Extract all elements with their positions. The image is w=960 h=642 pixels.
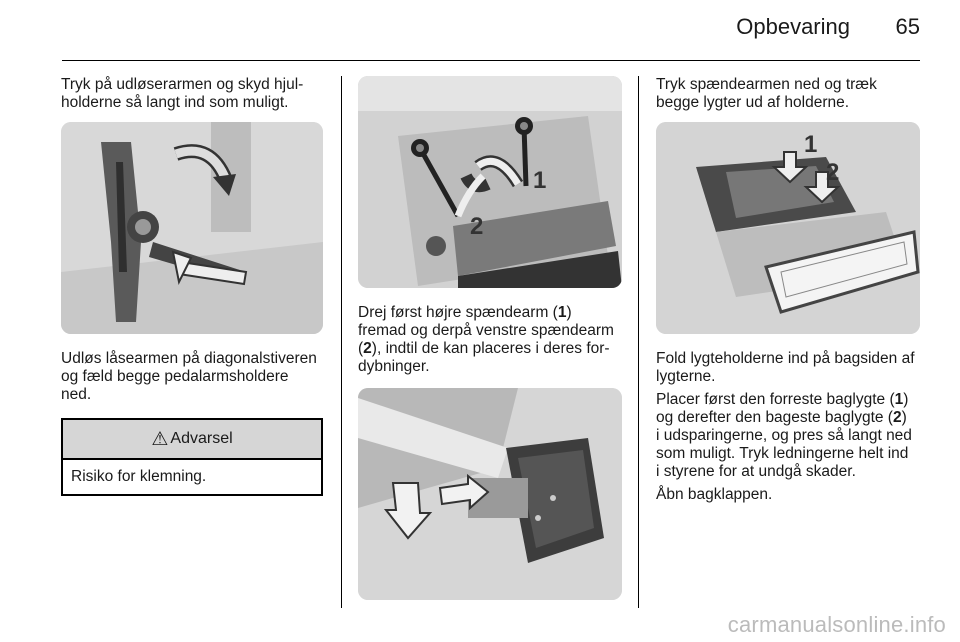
instruction-paragraph — [358, 304, 622, 376]
text-line: begge lygter ud af holderne. — [656, 94, 850, 111]
text-line: i styrene for at undgå skader. — [656, 463, 856, 480]
column-3 — [656, 76, 920, 504]
instruction-paragraph — [61, 76, 323, 112]
callout-label-2: 2 — [826, 159, 840, 186]
text-line — [656, 409, 907, 426]
text-line — [358, 304, 572, 321]
instruction-paragraph — [656, 391, 920, 481]
text-line: Udløs låsearmen på diagonalstiveren — [61, 350, 317, 367]
reference-number: 1 — [894, 391, 904, 408]
text-line — [358, 340, 610, 357]
header-rule — [62, 60, 920, 61]
clamping-arm-figure — [358, 76, 622, 288]
rear-light-holder-figure — [358, 388, 622, 600]
text-line: fremad og derpå venstre spændearm — [358, 322, 614, 339]
text-run: ) — [903, 391, 909, 408]
text-line: Tryk på udløserarmen og skyd hjul- — [61, 76, 304, 93]
page-title: Opbevaring — [736, 14, 850, 39]
text-line: lygterne. — [656, 368, 716, 385]
warning-box — [61, 418, 323, 496]
column-2 — [358, 76, 622, 600]
text-line: ned. — [61, 386, 92, 403]
reference-number: 1 — [557, 304, 567, 321]
text-run: ), indtil de kan placeres i deres for- — [371, 340, 610, 357]
reference-number: 2 — [892, 409, 902, 426]
warning-title: Advarsel — [170, 430, 233, 447]
text-line: i udsparingerne, og pres så langt ned — [656, 427, 912, 444]
column-divider — [341, 76, 342, 608]
watermark: carmanualsonline.info — [727, 612, 946, 637]
text-run: og derefter den bageste baglygte ( — [656, 409, 893, 426]
text-run: ) — [901, 409, 907, 426]
column-divider — [638, 76, 639, 608]
bike-carrier-release-figure — [61, 122, 323, 334]
instruction-paragraph — [61, 350, 323, 404]
reference-number: 2 — [363, 340, 372, 357]
text-line: dybninger. — [358, 358, 430, 375]
text-line: holderne så langt ind som muligt. — [61, 94, 289, 111]
text-line — [656, 391, 908, 408]
text-run: ( — [358, 340, 364, 357]
text-run: Drej først højre spændearm ( — [358, 304, 558, 321]
instruction-paragraph: Åbn bagklappen. — [656, 486, 773, 503]
warning-text: Risiko for klemning. — [71, 468, 207, 485]
column-1 — [61, 76, 323, 496]
text-run: ) — [566, 304, 572, 321]
callout-label-1: 1 — [804, 131, 818, 158]
callout-label-1: 1 — [533, 167, 547, 194]
text-line: Fold lygteholderne ind på bagsiden af — [656, 350, 915, 367]
text-line: som muligt. Tryk ledningerne helt ind — [656, 445, 909, 462]
instruction-paragraph — [656, 350, 920, 386]
page-number: 65 — [895, 14, 920, 39]
rear-light-removal-figure — [656, 122, 920, 334]
instruction-paragraph — [656, 76, 920, 112]
text-run: Placer først den forreste baglygte ( — [656, 391, 895, 408]
warning-icon: ⚠ — [151, 428, 169, 450]
text-line: Tryk spændearmen ned og træk — [656, 76, 877, 93]
warning-header — [63, 420, 321, 460]
callout-label-2: 2 — [470, 213, 484, 240]
text-line: og fæld begge pedalarmsholdere — [61, 368, 289, 385]
